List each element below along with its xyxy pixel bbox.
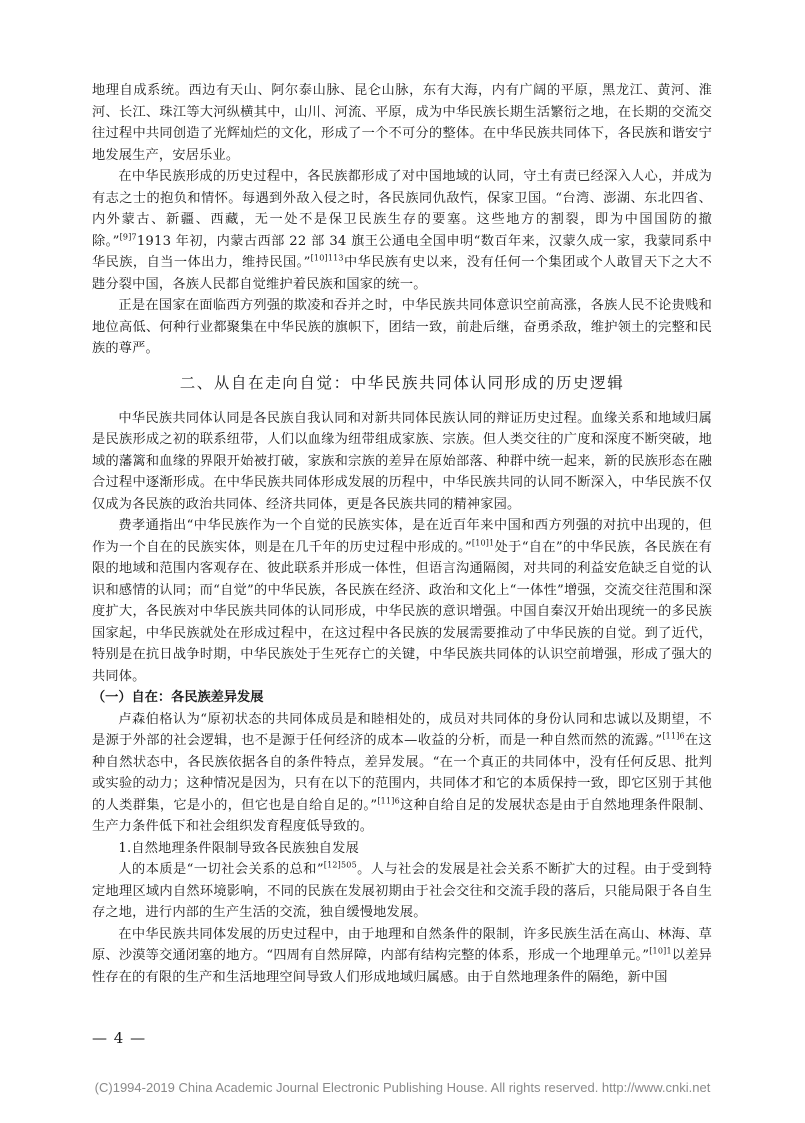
paragraph [92, 859, 712, 924]
paragraph-text: 在中华民族形成的历史过程中，各民族都形成了对中国地域的认同，守土有责已经深入人心，并成为有志之士的抱负和情怀。每遇到外敌入侵之时，各民族同仇敌忾，保家卫国。“台湾、澎湖、东北四省、内外蒙古、新疆、西藏，无一处不是保卫民族生存的要塞。这些地方的割裂，即为中国国防的撤除。” [92, 169, 712, 249]
citation-ref: [9]7 [119, 232, 137, 242]
page-number: — 4 — [92, 1029, 147, 1047]
section-heading: 二、从自在走向自觉：中华民族共同体认同形成的历史逻辑 [179, 373, 625, 392]
copyright-footer: (C)1994-2019 China Academic Journal Electronic Publishing House. All rights reserved. http://www.cnki.net [94, 1080, 711, 1095]
paragraph [92, 709, 712, 838]
paragraph [92, 924, 712, 989]
paragraph-text: 在中华民族共同体发展的历史过程中，由于地理和自然条件的限制，许多民族生活在高山、林海、草原、沙漠等交通闭塞的地方。“四周有自然屏障，内部有结构完整的体系，形成一个地理单元。” [92, 926, 712, 963]
citation-ref: [10]1 [471, 538, 495, 548]
paragraph-text: 卢森伯格认为“原初状态的共同体成员是和睦相处的，成员对共同体的身份认同和忠诚以及期望，不是源于外部的社会逻辑，也不是源于任何经济的成本—收益的分析，而是一种自然而然的流露。” [92, 711, 712, 748]
paragraph: 正是在国家在面临西方列强的欺凌和吞并之时，中华民族共同体意识空前高涨，各族人民不论贵贱和地位高低、何种行业都聚集在中华民族的旗帜下，团结一致，前赴后继，奋勇杀敌，维护领土的完整和民族的尊严。 [92, 298, 712, 356]
citation-ref: [12]505 [323, 860, 357, 870]
paragraph-text: 中华民族有史以来，没有任何一个集团或个人敢冒天下之大不韪分裂中国，各族人民都自觉维护着民族和国家的统一。 [92, 255, 712, 292]
paragraph-text: 处于“自在”的中华民族，各民族在有限的地域和范围内客观存在、彼此联系并形成一体性，但语言沟通隔阂，对共同的利益安危缺乏自觉的认识和感情的认同；而“自觉”的中华民族，各民族在经济、政治和文化上“一体性”增强，交流交往范围和深度扩大，各民族对中华民族共同体的认同形成，中华民族的意识增强。中国自秦汉开始出现统一的多民族国家起，中华民族就处在形成过程中，在这过程中各民族的发展需要推动了中华民族的自觉。到了近代，特别是在抗日战争时期，中华民族处于生死存亡的关键，中华民族共同体的认识空前增强，形成了强大的共同体。 [92, 539, 712, 684]
paragraph-text: 费孝通指出“中华民族作为一个自觉的民族实体，是在近百年来中国和西方列强的对抗中出现的，但作为一个自在的民族实体，则是在几千年的历史过程中形成的。” [92, 518, 712, 555]
citation-ref: [10]1 [649, 946, 672, 956]
citation-ref: [11]6 [377, 796, 400, 806]
subsection-heading: （一）自在：各民族差异发展 [92, 690, 264, 705]
citation-ref: [11]6 [662, 731, 685, 741]
paragraph [92, 515, 712, 687]
paragraph-text: 在这种自然状态中，各民族依据各自的条件特点，差异发展。“在一个真正的共同体中，没有任何反思、批判或实验的动力；这种情况是因为，只有在以下的范围内，共同体才和它的本质保持一致，即它区别于其他的人类群集，它是小的，但它也是自给自足的。” [92, 733, 712, 813]
paragraph-text: 1913 年初，内蒙古西部 22 部 34 旗王公通电全国申明“数百年来，汉蒙久成一家，我蒙同系中华民族，自当一体出力，维持民国。” [92, 233, 712, 270]
paragraph-text: 以差异性存在的有限的生产和生活地理空间导致人们形成地域归属感。由于自然地理条件的隔绝，新中国 [92, 948, 712, 985]
paragraph: 1.自然地理条件限制导致各民族独自发展 [118, 840, 359, 856]
paragraph-text: 。人与社会的发展是社会关系不断扩大的过程。由于受到特定地理区域内自然环境影响，不同的民族在发展初期由于社会交往和交流手段的落后，只能局限于各自生存之地，进行内部的生产生活的交流，独自缓慢地发展。 [92, 862, 713, 920]
paragraph-text: 人的本质是“一切社会关系的总和” [118, 862, 324, 877]
citation-ref: [10]113 [310, 253, 344, 263]
paragraph: 中华民族共同体认同是各民族自我认同和对新共同体民族认同的辩证历史过程。血缘关系和地域归属是民族形成之初的联系纽带，人们以血缘为纽带组成家族、宗族。但人类交往的广度和深度不断突破，地域的藩篱和血缘的界限开始被打破，家族和宗族的差异在原始部落、种群中统一起来，新的民族形态在融合过程中逐渐形成。在中华民族共同体形成发展的历程中，中华民族共同的认同不断深入，中华民族不仅仅成为各民族的政治共同体、经济共同体，更是各民族共同的精神家园。 [92, 410, 712, 512]
paragraph [92, 166, 712, 295]
paragraph: 地理自成系统。西边有天山、阿尔泰山脉、昆仑山脉，东有大海，内有广阔的平原，黑龙江、黄河、淮河、长江、珠江等大河纵横其中，山川、河流、平原，成为中华民族长期生活繁衍之地，在长期的交流交往过程中共同创造了光辉灿烂的文化，形成了一个不可分的整体。在中华民族共同体下，各民族和谐安宁地发展生产，安居乐业。 [92, 83, 712, 163]
paragraph-text: 这种自给自足的发展状态是由于自然地理条件限制、生产力条件低下和社会组织发育程度低导致的。 [92, 797, 712, 834]
article-body [92, 80, 712, 988]
